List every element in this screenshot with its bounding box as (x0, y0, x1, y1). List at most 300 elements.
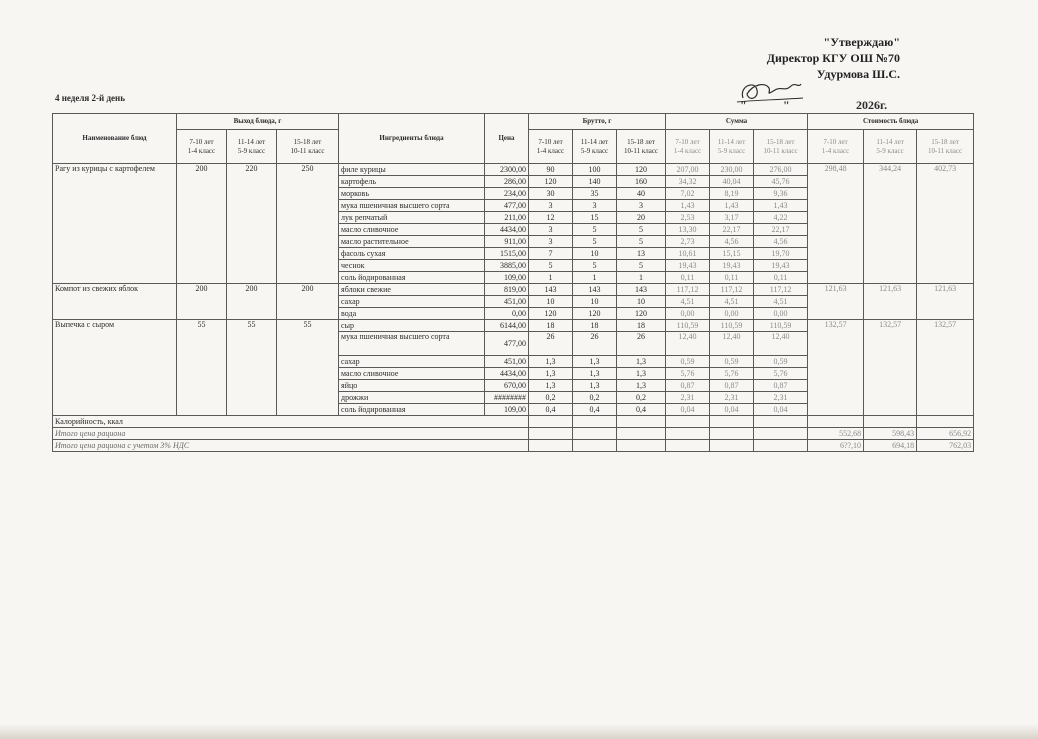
date-year: 2026г. (856, 98, 888, 112)
dish-yield-empty (227, 224, 277, 236)
age-range: 7-10 лет (823, 137, 848, 146)
dish-yield-empty (177, 188, 227, 200)
sum-value: 0,00 (666, 308, 710, 320)
dish-cost-empty (917, 260, 974, 272)
brutto-value: 1,3 (529, 380, 573, 392)
sum-value: 19,43 (666, 260, 710, 272)
dish-yield-empty (277, 200, 339, 212)
calories-empty-cell (710, 416, 754, 428)
dish-yield-empty (277, 236, 339, 248)
brutto-value: 0,2 (573, 392, 617, 404)
dish-yield-empty (277, 224, 339, 236)
brutto-value: 40 (617, 188, 666, 200)
approve-heading: "Утверждаю" (823, 35, 900, 49)
age-range: 7-10 лет (675, 137, 700, 146)
age-range: 15-18 лет (931, 137, 959, 146)
grade-range: 5-9 класс (717, 146, 746, 155)
brutto-value: 143 (529, 284, 573, 296)
total-vat-row-label: Итого цена рациона с учетом 3% НДС (53, 440, 529, 452)
total-empty-cell (710, 428, 754, 440)
brutto-value: 100 (573, 164, 617, 176)
dish-yield-empty (227, 308, 277, 320)
brutto-value: 30 (529, 188, 573, 200)
calories-empty-cell (617, 416, 666, 428)
total-row-value: 656,92 (917, 428, 974, 440)
header-cost-age-1 (864, 130, 917, 164)
brutto-value: 1 (529, 272, 573, 284)
brutto-value: 120 (573, 308, 617, 320)
dish-cost-empty (808, 272, 864, 284)
sum-value: 12,40 (754, 332, 808, 356)
page-bottom-edge (0, 724, 1038, 739)
ingredient-price: 477,00 (485, 200, 529, 212)
sum-value: 1,43 (710, 200, 754, 212)
sum-value: 117,12 (666, 284, 710, 296)
dish-yield-empty (277, 272, 339, 284)
header-cost-age-0 (808, 130, 864, 164)
dish-yield-empty (277, 368, 339, 380)
brutto-value: 13 (617, 248, 666, 260)
brutto-value: 120 (617, 308, 666, 320)
dish-yield-empty (227, 296, 277, 308)
dish-yield-empty (177, 392, 227, 404)
ingredient-name: сахар (339, 356, 485, 368)
age-range: 11-14 лет (876, 137, 904, 146)
calories-empty-cell (666, 416, 710, 428)
dish-yield-empty (177, 260, 227, 272)
dish-cost-empty (917, 224, 974, 236)
sum-value: 2,73 (666, 236, 710, 248)
ingredient-price: 211,00 (485, 212, 529, 224)
dish-cost-empty (808, 380, 864, 392)
dish-yield: 55 (227, 320, 277, 332)
dish-name-empty (53, 308, 177, 320)
sum-value: 45,76 (754, 176, 808, 188)
grade-range: 5-9 класс (237, 146, 266, 155)
calories-row (53, 416, 974, 428)
brutto-value: 1 (573, 272, 617, 284)
dish-yield: 250 (277, 164, 339, 176)
sum-value: 4,56 (710, 236, 754, 248)
sum-value: 22,17 (710, 224, 754, 236)
age-range: 15-18 лет (766, 137, 795, 146)
dish-name-empty (53, 212, 177, 224)
brutto-value: 5 (573, 260, 617, 272)
brutto-value: 10 (573, 296, 617, 308)
sum-value: 110,59 (666, 320, 710, 332)
total-vat-row-value: 762,03 (917, 440, 974, 452)
dish-cost-empty (917, 356, 974, 368)
ingredient-price: 109,00 (485, 404, 529, 416)
dish-cost-empty (808, 308, 864, 320)
ingredient-name: чеснок (339, 260, 485, 272)
sum-value: 0,00 (754, 308, 808, 320)
sum-value: 19,43 (710, 260, 754, 272)
calories-empty-cell (573, 416, 617, 428)
total-row-value: 552,68 (808, 428, 864, 440)
header-brutto-age-2 (617, 130, 666, 164)
dish-name-empty (53, 368, 177, 380)
table-row (53, 236, 974, 248)
grade-range: 10-11 класс (624, 146, 659, 155)
dish-yield-empty (177, 356, 227, 368)
ingredient-price: 234,00 (485, 188, 529, 200)
dish-cost: 132,57 (864, 320, 917, 332)
sum-value: 40,04 (710, 176, 754, 188)
sum-value: 19,43 (754, 260, 808, 272)
sum-value: 10,61 (666, 248, 710, 260)
dish-cost-empty (808, 296, 864, 308)
ingredient-price: 911,00 (485, 236, 529, 248)
total-row (53, 428, 974, 440)
sum-value: 34,32 (666, 176, 710, 188)
brutto-value: 120 (617, 164, 666, 176)
dish-cost-empty (808, 368, 864, 380)
dish-name-empty (53, 236, 177, 248)
total-empty-cell (754, 428, 808, 440)
ingredient-name: фасоль сухая (339, 248, 485, 260)
table-row (53, 320, 974, 332)
brutto-value: 26 (529, 332, 573, 356)
dish-yield-empty (277, 332, 339, 356)
ingredient-name: дрожжи (339, 392, 485, 404)
ingredient-name: яблоки свежие (339, 284, 485, 296)
ingredient-price: 451,00 (485, 356, 529, 368)
header-dish-name: Наименование блюд (53, 114, 177, 164)
brutto-value: 20 (617, 212, 666, 224)
dish-cost-empty (917, 392, 974, 404)
dish-cost-empty (917, 188, 974, 200)
dish-cost-empty (864, 224, 917, 236)
dish-yield-empty (177, 248, 227, 260)
age-range: 15-18 лет (293, 137, 322, 146)
sum-value: 5,76 (754, 368, 808, 380)
sum-value: 0,87 (754, 380, 808, 392)
dish-yield-empty (277, 188, 339, 200)
brutto-value: 3 (529, 224, 573, 236)
sum-value: 1,43 (666, 200, 710, 212)
dish-yield: 55 (177, 320, 227, 332)
dish-name: Выпечка с сыром (53, 320, 177, 332)
dish-yield-empty (277, 212, 339, 224)
dish-cost-empty (917, 368, 974, 380)
sum-value: 0,11 (666, 272, 710, 284)
dish-cost-empty (917, 212, 974, 224)
sum-value: 12,40 (710, 332, 754, 356)
sum-value: 276,00 (754, 164, 808, 176)
dish-cost-empty (864, 200, 917, 212)
dish-yield-empty (227, 200, 277, 212)
dish-cost-empty (917, 176, 974, 188)
director-name: Удурмова Ш.С. (816, 67, 900, 81)
sum-value: 0,87 (710, 380, 754, 392)
dish-yield: 220 (227, 164, 277, 176)
total-row-label: Итого цена рациона (53, 428, 529, 440)
dish-cost: 121,63 (808, 284, 864, 296)
calories-empty-cell (917, 416, 974, 428)
ingredient-name: масло сливочное (339, 368, 485, 380)
ingredient-name: яйцо (339, 380, 485, 392)
dish-name-empty (53, 356, 177, 368)
header-ingredients: Ингредиенты блюда (339, 114, 485, 164)
dish-cost-empty (864, 308, 917, 320)
header-price: Цена (485, 114, 529, 164)
dish-cost-empty (864, 236, 917, 248)
header-yield-age-1 (227, 130, 277, 164)
sum-value: 0,00 (710, 308, 754, 320)
dish-cost-empty (864, 392, 917, 404)
age-range: 7-10 лет (189, 137, 214, 146)
dish-cost-empty (808, 392, 864, 404)
dish-cost: 121,63 (864, 284, 917, 296)
brutto-value: 5 (617, 224, 666, 236)
header-yield: Выход блюда, г (177, 114, 339, 130)
brutto-value: 18 (529, 320, 573, 332)
date-close-quote: " (783, 98, 790, 112)
brutto-value: 0,4 (573, 404, 617, 416)
grade-range: 5-9 класс (876, 146, 904, 155)
brutto-value: 26 (617, 332, 666, 356)
sum-value: 0,11 (754, 272, 808, 284)
brutto-value: 1,3 (617, 356, 666, 368)
brutto-value: 5 (617, 236, 666, 248)
brutto-value: 3 (573, 200, 617, 212)
brutto-value: 5 (617, 260, 666, 272)
dish-name: Рагу из курицы с картофелем (53, 164, 177, 176)
sum-value: 117,12 (710, 284, 754, 296)
dish-yield-empty (177, 272, 227, 284)
dish-cost-empty (808, 188, 864, 200)
dish-cost-empty (808, 332, 864, 356)
brutto-value: 5 (573, 236, 617, 248)
ingredient-price: 3885,00 (485, 260, 529, 272)
dish-yield: 200 (177, 284, 227, 296)
total-empty-cell (754, 440, 808, 452)
dish-cost-empty (864, 176, 917, 188)
sum-value: 5,76 (666, 368, 710, 380)
dish-cost-empty (917, 404, 974, 416)
sum-value: 3,17 (710, 212, 754, 224)
sum-value: 4,51 (754, 296, 808, 308)
ingredient-price: 286,00 (485, 176, 529, 188)
total-empty-cell (710, 440, 754, 452)
date-open-quote: " (740, 98, 747, 112)
dish-name-empty (53, 380, 177, 392)
grade-range: 10-11 класс (290, 146, 325, 155)
ingredient-name: сахар (339, 296, 485, 308)
ingredient-name: картофель (339, 176, 485, 188)
dish-name-empty (53, 404, 177, 416)
dish-name-empty (53, 224, 177, 236)
sum-value: 0,59 (666, 356, 710, 368)
dish-yield-empty (227, 404, 277, 416)
dish-yield-empty (177, 332, 227, 356)
dish-name-empty (53, 260, 177, 272)
dish-yield: 200 (227, 284, 277, 296)
dish-yield-empty (227, 368, 277, 380)
sum-value: 207,00 (666, 164, 710, 176)
dish-yield-empty (177, 380, 227, 392)
ingredient-price: 1515,00 (485, 248, 529, 260)
sum-value: 4,51 (710, 296, 754, 308)
brutto-value: 10 (617, 296, 666, 308)
dish-cost-empty (808, 176, 864, 188)
calories-empty-cell (864, 416, 917, 428)
table-row (53, 188, 974, 200)
dish-cost-empty (917, 200, 974, 212)
dish-cost: 121,63 (917, 284, 974, 296)
dish-yield-empty (177, 368, 227, 380)
dish-yield-empty (177, 236, 227, 248)
dish-yield-empty (227, 332, 277, 356)
brutto-value: 1,3 (573, 380, 617, 392)
dish-yield-empty (277, 248, 339, 260)
dish-cost-empty (864, 260, 917, 272)
sum-value: 0,87 (666, 380, 710, 392)
header-brutto-age-1 (573, 130, 617, 164)
ingredient-name: мука пшеничная высшего сорта (339, 332, 485, 356)
ingredient-name: лук репчатый (339, 212, 485, 224)
brutto-value: 90 (529, 164, 573, 176)
grade-range: 1-4 класс (536, 146, 565, 155)
ingredient-price: 4434,00 (485, 224, 529, 236)
dish-cost-empty (917, 248, 974, 260)
brutto-value: 5 (529, 260, 573, 272)
ingredient-name: соль йодированная (339, 404, 485, 416)
ingredient-name: масло сливочное (339, 224, 485, 236)
menu-cost-table (52, 113, 974, 452)
dish-yield-empty (177, 404, 227, 416)
approval-block (700, 34, 900, 82)
calories-empty-cell (808, 416, 864, 428)
dish-cost: 298,48 (808, 164, 864, 176)
dish-yield-empty (177, 212, 227, 224)
header-sum-age-2 (754, 130, 808, 164)
dish-name-empty (53, 392, 177, 404)
grade-range: 5-9 класс (580, 146, 609, 155)
table-row (53, 404, 974, 416)
total-empty-cell (573, 428, 617, 440)
brutto-value: 1,3 (617, 368, 666, 380)
table-row (53, 284, 974, 296)
dish-cost-empty (864, 332, 917, 356)
age-range: 11-14 лет (717, 137, 746, 146)
table-row (53, 224, 974, 236)
sum-value: 0,11 (710, 272, 754, 284)
director-title: Директор КГУ ОШ №70 (766, 51, 900, 65)
brutto-value: 0,2 (617, 392, 666, 404)
table-row (53, 392, 974, 404)
dish-cost-empty (864, 356, 917, 368)
table-row (53, 308, 974, 320)
grade-range: 10-11 класс (763, 146, 798, 155)
header-cost-age-2 (917, 130, 974, 164)
dish-name: Компот из свежих яблок (53, 284, 177, 296)
age-range: 15-18 лет (627, 137, 655, 146)
header-brutto-age-0 (529, 130, 573, 164)
dish-name-empty (53, 200, 177, 212)
brutto-value: 3 (529, 236, 573, 248)
header-cost: Стоимость блюда (808, 114, 974, 130)
sum-value: 2,31 (666, 392, 710, 404)
dish-cost-empty (808, 224, 864, 236)
brutto-value: 1,3 (529, 356, 573, 368)
header-brutto: Брутто, г (529, 114, 666, 130)
sum-value: 15,15 (710, 248, 754, 260)
ingredient-name: филе курицы (339, 164, 485, 176)
dish-cost-empty (864, 380, 917, 392)
ingredient-price: 2300,00 (485, 164, 529, 176)
dish-yield-empty (227, 272, 277, 284)
header-yield-age-2 (277, 130, 339, 164)
total-vat-row-value: 694,18 (864, 440, 917, 452)
sum-value: 110,59 (710, 320, 754, 332)
sum-value: 12,40 (666, 332, 710, 356)
total-empty-cell (529, 440, 573, 452)
ingredient-price: ######## (485, 392, 529, 404)
sum-value: 0,59 (754, 356, 808, 368)
total-row-value: 598,43 (864, 428, 917, 440)
brutto-value: 10 (529, 296, 573, 308)
brutto-value: 0,2 (529, 392, 573, 404)
dish-cost: 132,57 (917, 320, 974, 332)
sum-value: 4,51 (666, 296, 710, 308)
dish-yield-empty (277, 356, 339, 368)
dish-name-empty (53, 332, 177, 356)
table-row (53, 356, 974, 368)
sum-value: 0,59 (710, 356, 754, 368)
table-row (53, 272, 974, 284)
dish-yield-empty (227, 176, 277, 188)
dish-yield-empty (277, 260, 339, 272)
dish-name-empty (53, 176, 177, 188)
header-sum-age-1 (710, 130, 754, 164)
dish-cost-empty (917, 296, 974, 308)
ingredient-name: масло растительное (339, 236, 485, 248)
dish-yield-empty (227, 260, 277, 272)
brutto-value: 1,3 (573, 356, 617, 368)
dish-yield-empty (227, 392, 277, 404)
dish-name-empty (53, 248, 177, 260)
sum-value: 22,17 (754, 224, 808, 236)
dish-cost-empty (808, 356, 864, 368)
brutto-value: 160 (617, 176, 666, 188)
dish-yield-empty (227, 188, 277, 200)
dish-name-empty (53, 188, 177, 200)
dish-name-empty (53, 272, 177, 284)
table-row (53, 212, 974, 224)
sum-value: 0,04 (666, 404, 710, 416)
sum-value: 110,59 (754, 320, 808, 332)
brutto-value: 0,4 (529, 404, 573, 416)
grade-range: 10-11 класс (928, 146, 963, 155)
calories-empty-cell (754, 416, 808, 428)
table-row (53, 332, 974, 356)
dish-yield: 200 (277, 284, 339, 296)
table-row (53, 296, 974, 308)
sum-value: 7,02 (666, 188, 710, 200)
dish-yield-empty (177, 200, 227, 212)
ingredient-name: вода (339, 308, 485, 320)
sum-value: 117,12 (754, 284, 808, 296)
total-vat-row (53, 440, 974, 452)
brutto-value: 143 (573, 284, 617, 296)
dish-yield: 55 (277, 320, 339, 332)
dish-cost-empty (864, 188, 917, 200)
grade-range: 1-4 класс (673, 146, 702, 155)
dish-yield-empty (277, 380, 339, 392)
table-row (53, 380, 974, 392)
